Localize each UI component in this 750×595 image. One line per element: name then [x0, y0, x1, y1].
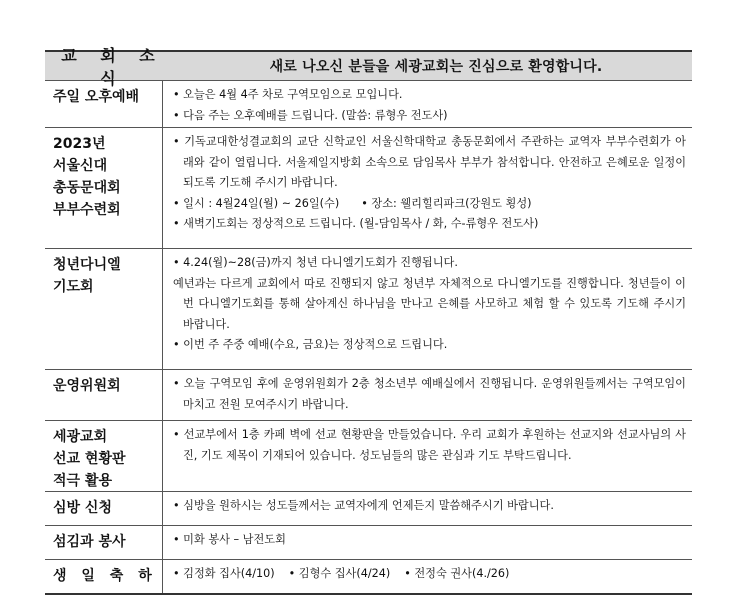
news-item — [173, 194, 686, 215]
news-item: • 기독교대한성결교회의 교단 신학교인 서울신학대학교 총동문회에서 주관하는 교역자 부부수련회가 아래와 같이 열립니다. 서울제일지방회 소속으로 담임목사 부부가 참석합니다. 안전하고 은혜로운 일정이 되도록 기도해 주시기 바랍니다. — [173, 135, 686, 189]
news-item: • 새벽기도회는 정상적으로 드립니다. (월-담임목사 / 화, 수-류형우 전도사) — [173, 217, 539, 230]
welcome-message: 새로 나오신 분들을 세광교회는 진심으로 환영합니다. — [269, 59, 603, 75]
section-content — [163, 421, 692, 491]
section-steering-committee — [45, 370, 692, 421]
section-label: 운영위원회 — [45, 370, 163, 420]
section-daniel-prayer — [45, 249, 692, 370]
birthday-item: • 김형수 집사(4/24) — [288, 567, 391, 580]
section-content — [163, 370, 692, 420]
section-label: 주일 오후예배 — [45, 81, 163, 127]
news-item: • 미화 봉사 – 남전도회 — [173, 533, 286, 546]
section-couples-retreat — [45, 128, 692, 249]
section-content — [163, 526, 692, 559]
birthday-item: • 김정화 집사(4/10) — [173, 567, 275, 580]
section-label: 2023년 서울신대 총동문대회 부부수련회 — [45, 128, 163, 248]
section-birthdays — [45, 560, 692, 595]
section-label: 섬김과 봉사 — [45, 526, 163, 559]
birthday-list — [173, 564, 686, 585]
news-item: • 이번 주 주중 예배(수요, 금요)는 정상적으로 드립니다. — [173, 338, 448, 351]
section-afternoon-service — [45, 81, 692, 128]
section-mission-board — [45, 421, 692, 492]
birthday-item: • 전정숙 권사(4./26) — [404, 567, 510, 580]
section-content — [163, 81, 692, 127]
section-content — [163, 249, 692, 369]
retreat-place: • 장소: 웰리힐리파크(강원도 횡성) — [361, 196, 532, 210]
news-item: • 선교부에서 1층 카페 벽에 선교 현황판을 만들었습니다. 우리 교회가 후원하는 선교지와 선교사님의 사진, 기도 제목이 기재되어 있습니다. 성도님들의 많은 관심과 기도 부탁드립니다. — [173, 428, 686, 462]
news-item: • 오늘 구역모임 후에 운영위원회가 2층 청소년부 예배실에서 진행됩니다. 운영위원들께서는 구역모임이 마치고 전원 모여주시기 바랍니다. — [173, 377, 686, 411]
news-item: • 다음 주는 오후예배를 드립니다. (말씀: 류형우 전도사) — [173, 108, 448, 122]
section-label: 생 일 축 하 — [45, 560, 163, 593]
section-label: 청년다니엘 기도회 — [45, 249, 163, 369]
section-label: 심방 신청 — [45, 492, 163, 525]
news-title: 교 회 소 식 — [61, 46, 164, 88]
section-content — [163, 128, 692, 248]
news-item: 예년과는 다르게 교회에서 따로 진행되지 않고 청년부 자체적으로 다니엘기도를 진행합니다. 청년들이 이번 다니엘기도회를 통해 살아계신 하나님을 만나고 은혜를 사모하고 체험 할 수 있도록 기도해 주시기 바랍니다. — [173, 276, 686, 331]
church-news-table — [45, 46, 692, 595]
news-item: • 4.24(월)~28(금)까지 청년 다니엘기도회가 진행됩니다. — [173, 256, 458, 269]
section-label: 세광교회 선교 현황판 적극 활용 — [45, 421, 163, 491]
section-service — [45, 526, 692, 560]
section-content — [163, 560, 692, 593]
news-item: • 심방을 원하시는 성도들께서는 교역자에게 언제든지 말씀해주시기 바랍니다. — [173, 499, 554, 512]
table-header — [45, 46, 692, 88]
section-content — [163, 492, 692, 525]
section-visitation — [45, 492, 692, 526]
news-item: • 오늘은 4월 4주 차로 구역모임으로 모입니다. — [173, 88, 403, 101]
retreat-date: • 일시 : 4월24일(월) ~ 26일(수) — [173, 196, 340, 210]
